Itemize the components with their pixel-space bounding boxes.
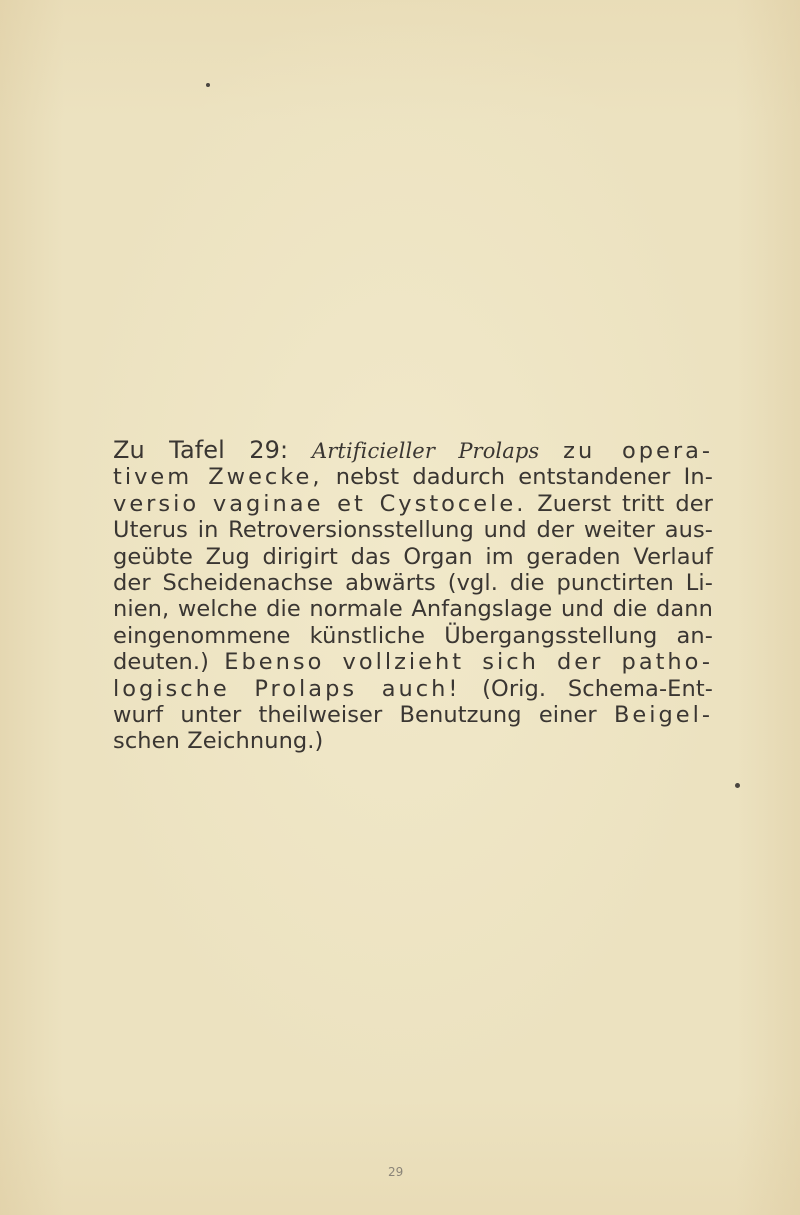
caption-line <box>113 676 713 702</box>
paper-speck <box>206 83 210 87</box>
plate-heading: Zu Tafel 29: <box>113 436 289 464</box>
caption-text: Beigel- <box>613 702 713 729</box>
caption-text: (Orig. Schema-Ent- <box>482 675 713 702</box>
caption-line: schen Zeichnung.) <box>113 728 324 755</box>
caption-line: geübte Zug dirigirt das Organ im geraden Verlauf <box>113 543 713 570</box>
caption-line <box>113 491 713 517</box>
caption-text: zu opera- <box>563 438 713 464</box>
caption-text: deuten.) <box>113 649 210 676</box>
caption-text: tivem Zwecke, <box>113 464 323 491</box>
caption-line <box>113 437 713 464</box>
caption-line: nien, welche die normale Anfangslage und die dann <box>113 596 713 623</box>
caption-text: Ebenso vollzieht sich der patho- <box>224 649 713 676</box>
caption-line: Uterus in Retroversionsstellung und der weiter aus- <box>113 517 713 544</box>
caption-title: Artificieller Prolaps <box>312 439 540 463</box>
page-number: 29 <box>388 1165 404 1179</box>
caption-line <box>113 702 713 728</box>
caption-text: wurf unter theilweiser Benutzung einer <box>113 702 597 729</box>
caption-line: eingenommene künstliche Übergangsstellung an- <box>113 622 713 649</box>
plate-caption <box>113 437 713 755</box>
caption-line <box>113 464 713 490</box>
caption-line: der Scheidenachse abwärts (vgl. die punctirten Li- <box>113 570 713 597</box>
caption-text: nebst dadurch entstandener In- <box>335 464 713 491</box>
caption-text: versio vaginae et Cystocele. <box>113 490 527 517</box>
caption-line <box>113 649 713 675</box>
caption-text: Zuerst tritt der <box>537 490 714 517</box>
paper-speck <box>735 783 740 788</box>
caption-text: logische Prolaps auch! <box>113 675 461 702</box>
